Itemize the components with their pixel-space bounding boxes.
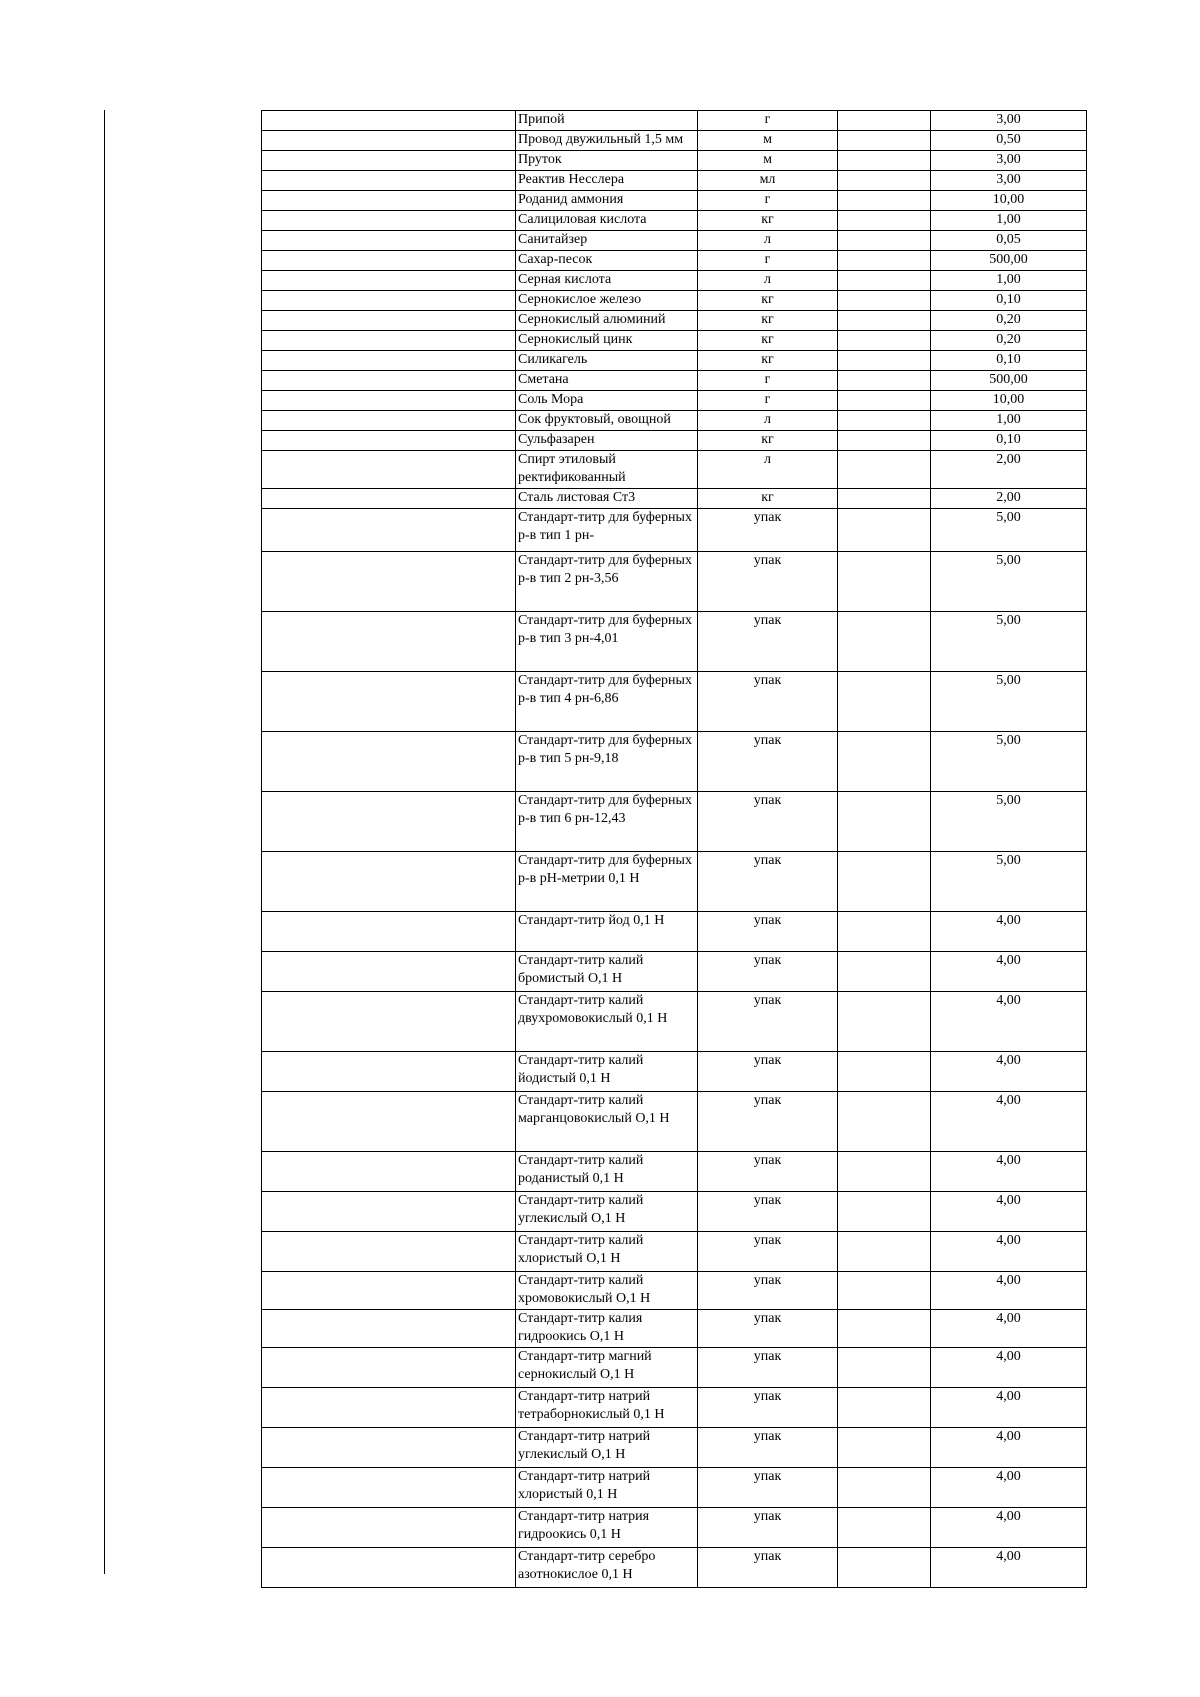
row-blank-cell xyxy=(262,171,516,191)
material-name-cell: Стандарт-титр для буферных р-в тип 4 рн-6,86 xyxy=(516,672,698,732)
unit-cell: упак xyxy=(698,1232,838,1272)
unit-cell: упак xyxy=(698,1388,838,1428)
row-blank-cell xyxy=(262,1152,516,1192)
table-row xyxy=(262,271,1087,291)
unit-cell: упак xyxy=(698,1508,838,1548)
material-name-cell: Стандарт-титр калий марганцовокислый О,1 Н xyxy=(516,1092,698,1152)
row-empty-cell xyxy=(838,912,931,952)
row-blank-cell xyxy=(262,431,516,451)
row-blank-cell xyxy=(262,1272,516,1310)
material-name-cell: Стандарт-титр калий хромовокислый О,1 Н xyxy=(516,1272,698,1310)
row-empty-cell xyxy=(838,1310,931,1348)
row-empty-cell xyxy=(838,131,931,151)
table-row xyxy=(262,1388,1087,1428)
row-blank-cell xyxy=(262,131,516,151)
unit-cell: л xyxy=(698,411,838,431)
unit-cell: кг xyxy=(698,489,838,509)
unit-cell: упак xyxy=(698,612,838,672)
unit-cell: кг xyxy=(698,351,838,371)
table-row xyxy=(262,1508,1087,1548)
unit-cell: упак xyxy=(698,1310,838,1348)
material-name-cell: Сернокислый цинк xyxy=(516,331,698,351)
unit-cell: упак xyxy=(698,1468,838,1508)
row-blank-cell xyxy=(262,331,516,351)
unit-cell: упак xyxy=(698,732,838,792)
table-row xyxy=(262,311,1087,331)
table-row xyxy=(262,672,1087,732)
quantity-cell: 3,00 xyxy=(931,171,1087,191)
row-empty-cell xyxy=(838,311,931,331)
row-blank-cell xyxy=(262,1310,516,1348)
material-name-cell: Пруток xyxy=(516,151,698,171)
quantity-cell: 5,00 xyxy=(931,852,1087,912)
unit-cell: упак xyxy=(698,672,838,732)
row-blank-cell xyxy=(262,1192,516,1232)
table-row xyxy=(262,552,1087,612)
table-row xyxy=(262,231,1087,251)
unit-cell: кг xyxy=(698,431,838,451)
row-blank-cell xyxy=(262,732,516,792)
material-name-cell: Стандарт-титр калий двухромовокислый 0,1 Н xyxy=(516,992,698,1052)
row-blank-cell xyxy=(262,489,516,509)
unit-cell: упак xyxy=(698,1092,838,1152)
material-name-cell: Реактив Несслера xyxy=(516,171,698,191)
material-name-cell: Стандарт-титр натрий тетраборнокислый 0,1 Н xyxy=(516,1388,698,1428)
row-empty-cell xyxy=(838,351,931,371)
row-blank-cell xyxy=(262,1232,516,1272)
unit-cell: упак xyxy=(698,1548,838,1588)
row-empty-cell xyxy=(838,732,931,792)
unit-cell: упак xyxy=(698,1192,838,1232)
table-row xyxy=(262,331,1087,351)
row-empty-cell xyxy=(838,852,931,912)
quantity-cell: 4,00 xyxy=(931,1428,1087,1468)
table-row xyxy=(262,1468,1087,1508)
unit-cell: г xyxy=(698,191,838,211)
quantity-cell: 4,00 xyxy=(931,1388,1087,1428)
row-blank-cell xyxy=(262,1548,516,1588)
table-row xyxy=(262,451,1087,489)
row-empty-cell xyxy=(838,1272,931,1310)
quantity-cell: 2,00 xyxy=(931,451,1087,489)
unit-cell: мл xyxy=(698,171,838,191)
row-blank-cell xyxy=(262,1508,516,1548)
row-empty-cell xyxy=(838,1508,931,1548)
quantity-cell: 4,00 xyxy=(931,912,1087,952)
row-blank-cell xyxy=(262,231,516,251)
row-blank-cell xyxy=(262,672,516,732)
row-blank-cell xyxy=(262,391,516,411)
material-name-cell: Силикагель xyxy=(516,351,698,371)
table-row xyxy=(262,1310,1087,1348)
quantity-cell: 4,00 xyxy=(931,1548,1087,1588)
table-row xyxy=(262,852,1087,912)
material-name-cell: Салициловая кислота xyxy=(516,211,698,231)
table-row xyxy=(262,251,1087,271)
quantity-cell: 0,10 xyxy=(931,291,1087,311)
quantity-cell: 5,00 xyxy=(931,732,1087,792)
row-empty-cell xyxy=(838,1192,931,1232)
materials-table xyxy=(261,110,1087,1588)
table-row xyxy=(262,509,1087,552)
row-blank-cell xyxy=(262,351,516,371)
material-name-cell: Стандарт-титр для буферных р-в тип 5 рн-9,18 xyxy=(516,732,698,792)
row-blank-cell xyxy=(262,1428,516,1468)
row-empty-cell xyxy=(838,1468,931,1508)
unit-cell: упак xyxy=(698,912,838,952)
row-empty-cell xyxy=(838,231,931,251)
row-blank-cell xyxy=(262,291,516,311)
unit-cell: л xyxy=(698,271,838,291)
row-blank-cell xyxy=(262,251,516,271)
row-blank-cell xyxy=(262,451,516,489)
quantity-cell: 0,10 xyxy=(931,431,1087,451)
row-empty-cell xyxy=(838,552,931,612)
table-row xyxy=(262,371,1087,391)
row-empty-cell xyxy=(838,251,931,271)
unit-cell: кг xyxy=(698,331,838,351)
material-name-cell: Стандарт-титр для буферных р-в рН-метрии 0,1 Н xyxy=(516,852,698,912)
quantity-cell: 1,00 xyxy=(931,411,1087,431)
row-empty-cell xyxy=(838,431,931,451)
table-row xyxy=(262,489,1087,509)
table-row xyxy=(262,391,1087,411)
quantity-cell: 4,00 xyxy=(931,1192,1087,1232)
quantity-cell: 5,00 xyxy=(931,552,1087,612)
unit-cell: л xyxy=(698,231,838,251)
row-empty-cell xyxy=(838,1152,931,1192)
material-name-cell: Стандарт-титр йод 0,1 Н xyxy=(516,912,698,952)
row-empty-cell xyxy=(838,1232,931,1272)
unit-cell: упак xyxy=(698,852,838,912)
material-name-cell: Стандарт-титр для буферных р-в тип 2 рн-3,56 xyxy=(516,552,698,612)
table-row xyxy=(262,1348,1087,1388)
quantity-cell: 3,00 xyxy=(931,151,1087,171)
quantity-cell: 4,00 xyxy=(931,1272,1087,1310)
material-name-cell: Роданид аммония xyxy=(516,191,698,211)
page-margin-rule xyxy=(104,110,105,1574)
row-blank-cell xyxy=(262,1348,516,1388)
table-row xyxy=(262,912,1087,952)
row-blank-cell xyxy=(262,1388,516,1428)
unit-cell: г xyxy=(698,391,838,411)
quantity-cell: 10,00 xyxy=(931,191,1087,211)
unit-cell: упак xyxy=(698,1052,838,1092)
table-row xyxy=(262,411,1087,431)
row-empty-cell xyxy=(838,1092,931,1152)
row-empty-cell xyxy=(838,391,931,411)
quantity-cell: 0,20 xyxy=(931,331,1087,351)
quantity-cell: 4,00 xyxy=(931,952,1087,992)
quantity-cell: 0,20 xyxy=(931,311,1087,331)
quantity-cell: 4,00 xyxy=(931,1152,1087,1192)
material-name-cell: Спирт этиловый ректификованный xyxy=(516,451,698,489)
material-name-cell: Провод двужильный 1,5 мм xyxy=(516,131,698,151)
row-empty-cell xyxy=(838,211,931,231)
row-empty-cell xyxy=(838,291,931,311)
quantity-cell: 500,00 xyxy=(931,371,1087,391)
row-empty-cell xyxy=(838,1052,931,1092)
unit-cell: упак xyxy=(698,792,838,852)
row-blank-cell xyxy=(262,912,516,952)
quantity-cell: 5,00 xyxy=(931,672,1087,732)
row-empty-cell xyxy=(838,331,931,351)
table-row xyxy=(262,351,1087,371)
quantity-cell: 4,00 xyxy=(931,1508,1087,1548)
material-name-cell: Припой xyxy=(516,111,698,131)
unit-cell: упак xyxy=(698,1272,838,1310)
row-blank-cell xyxy=(262,271,516,291)
material-name-cell: Стандарт-титр для буферных р-в тип 3 рн-4,01 xyxy=(516,612,698,672)
material-name-cell: Стандарт-титр калия гидроокись О,1 Н xyxy=(516,1310,698,1348)
table-row xyxy=(262,1092,1087,1152)
material-name-cell: Стандарт-титр натрий хлористый 0,1 Н xyxy=(516,1468,698,1508)
material-name-cell: Стандарт-титр калий углекислый О,1 Н xyxy=(516,1192,698,1232)
row-empty-cell xyxy=(838,371,931,391)
table-row xyxy=(262,291,1087,311)
row-blank-cell xyxy=(262,371,516,391)
quantity-cell: 2,00 xyxy=(931,489,1087,509)
material-name-cell: Сталь листовая Ст3 xyxy=(516,489,698,509)
table-row xyxy=(262,612,1087,672)
table-row xyxy=(262,992,1087,1052)
table-row xyxy=(262,1548,1087,1588)
material-name-cell: Стандарт-титр натрий углекислый О,1 Н xyxy=(516,1428,698,1468)
unit-cell: м xyxy=(698,131,838,151)
quantity-cell: 4,00 xyxy=(931,1232,1087,1272)
unit-cell: г xyxy=(698,251,838,271)
row-blank-cell xyxy=(262,411,516,431)
material-name-cell: Стандарт-титр калий йодистый 0,1 Н xyxy=(516,1052,698,1092)
material-name-cell: Сернокислое железо xyxy=(516,291,698,311)
table-row xyxy=(262,191,1087,211)
row-blank-cell xyxy=(262,1468,516,1508)
quantity-cell: 1,00 xyxy=(931,271,1087,291)
table-row xyxy=(262,1192,1087,1232)
table-row xyxy=(262,211,1087,231)
row-empty-cell xyxy=(838,111,931,131)
table-row xyxy=(262,792,1087,852)
material-name-cell: Санитайзер xyxy=(516,231,698,251)
row-empty-cell xyxy=(838,191,931,211)
quantity-cell: 1,00 xyxy=(931,211,1087,231)
quantity-cell: 0,50 xyxy=(931,131,1087,151)
material-name-cell: Стандарт-титр калий бромистый О,1 Н xyxy=(516,952,698,992)
table-row xyxy=(262,171,1087,191)
row-empty-cell xyxy=(838,171,931,191)
row-blank-cell xyxy=(262,1052,516,1092)
row-blank-cell xyxy=(262,311,516,331)
table-row xyxy=(262,732,1087,792)
row-empty-cell xyxy=(838,271,931,291)
quantity-cell: 3,00 xyxy=(931,111,1087,131)
table-row xyxy=(262,1272,1087,1310)
quantity-cell: 4,00 xyxy=(931,1310,1087,1348)
unit-cell: упак xyxy=(698,992,838,1052)
row-empty-cell xyxy=(838,792,931,852)
row-blank-cell xyxy=(262,952,516,992)
row-empty-cell xyxy=(838,952,931,992)
material-name-cell: Сок фруктовый, овощной xyxy=(516,411,698,431)
material-name-cell: Соль Мора xyxy=(516,391,698,411)
material-name-cell: Сульфазарен xyxy=(516,431,698,451)
material-name-cell: Сернокислый алюминий xyxy=(516,311,698,331)
table-row xyxy=(262,952,1087,992)
row-empty-cell xyxy=(838,489,931,509)
unit-cell: кг xyxy=(698,211,838,231)
row-blank-cell xyxy=(262,151,516,171)
row-empty-cell xyxy=(838,1428,931,1468)
quantity-cell: 4,00 xyxy=(931,1468,1087,1508)
row-empty-cell xyxy=(838,992,931,1052)
row-blank-cell xyxy=(262,1092,516,1152)
table-row xyxy=(262,111,1087,131)
row-blank-cell xyxy=(262,191,516,211)
materials-table-body xyxy=(262,111,1087,1588)
quantity-cell: 5,00 xyxy=(931,792,1087,852)
material-name-cell: Стандарт-титр серебро азотнокислое 0,1 Н xyxy=(516,1548,698,1588)
unit-cell: упак xyxy=(698,1428,838,1468)
unit-cell: г xyxy=(698,111,838,131)
row-blank-cell xyxy=(262,509,516,552)
row-blank-cell xyxy=(262,612,516,672)
quantity-cell: 5,00 xyxy=(931,509,1087,552)
table-row xyxy=(262,1152,1087,1192)
quantity-cell: 10,00 xyxy=(931,391,1087,411)
quantity-cell: 4,00 xyxy=(931,1052,1087,1092)
quantity-cell: 0,10 xyxy=(931,351,1087,371)
material-name-cell: Стандарт-титр калий хлористый О,1 Н xyxy=(516,1232,698,1272)
row-blank-cell xyxy=(262,852,516,912)
row-empty-cell xyxy=(838,612,931,672)
unit-cell: упак xyxy=(698,1152,838,1192)
quantity-cell: 5,00 xyxy=(931,612,1087,672)
table-row xyxy=(262,1428,1087,1468)
unit-cell: м xyxy=(698,151,838,171)
row-empty-cell xyxy=(838,1348,931,1388)
row-blank-cell xyxy=(262,552,516,612)
unit-cell: кг xyxy=(698,291,838,311)
row-blank-cell xyxy=(262,211,516,231)
row-blank-cell xyxy=(262,792,516,852)
unit-cell: л xyxy=(698,451,838,489)
row-empty-cell xyxy=(838,672,931,732)
table-row xyxy=(262,131,1087,151)
row-blank-cell xyxy=(262,992,516,1052)
material-name-cell: Стандарт-титр для буферных р-в тип 1 рн- xyxy=(516,509,698,552)
material-name-cell: Стандарт-титр магний сернокислый О,1 Н xyxy=(516,1348,698,1388)
unit-cell: кг xyxy=(698,311,838,331)
quantity-cell: 4,00 xyxy=(931,1092,1087,1152)
quantity-cell: 4,00 xyxy=(931,992,1087,1052)
material-name-cell: Серная кислота xyxy=(516,271,698,291)
table-row xyxy=(262,431,1087,451)
quantity-cell: 0,05 xyxy=(931,231,1087,251)
quantity-cell: 500,00 xyxy=(931,251,1087,271)
row-empty-cell xyxy=(838,509,931,552)
table-row xyxy=(262,151,1087,171)
row-empty-cell xyxy=(838,151,931,171)
unit-cell: упак xyxy=(698,552,838,612)
table-row xyxy=(262,1052,1087,1092)
row-empty-cell xyxy=(838,1388,931,1428)
unit-cell: упак xyxy=(698,952,838,992)
row-blank-cell xyxy=(262,111,516,131)
material-name-cell: Сметана xyxy=(516,371,698,391)
unit-cell: упак xyxy=(698,509,838,552)
row-empty-cell xyxy=(838,411,931,431)
row-empty-cell xyxy=(838,451,931,489)
material-name-cell: Стандарт-титр натрия гидроокись 0,1 Н xyxy=(516,1508,698,1548)
material-name-cell: Сахар-песок xyxy=(516,251,698,271)
material-name-cell: Стандарт-титр калий роданистый 0,1 Н xyxy=(516,1152,698,1192)
unit-cell: г xyxy=(698,371,838,391)
table-row xyxy=(262,1232,1087,1272)
row-empty-cell xyxy=(838,1548,931,1588)
unit-cell: упак xyxy=(698,1348,838,1388)
quantity-cell: 4,00 xyxy=(931,1348,1087,1388)
material-name-cell: Стандарт-титр для буферных р-в тип 6 рн-12,43 xyxy=(516,792,698,852)
